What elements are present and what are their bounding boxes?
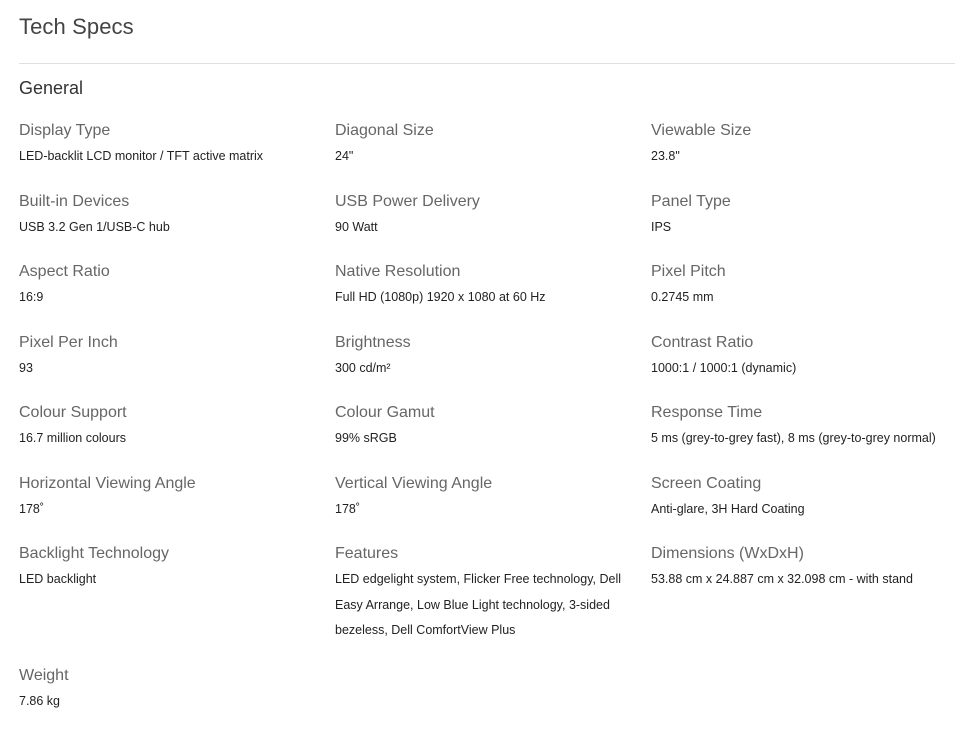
spec-value: 93 — [19, 360, 33, 375]
spec-diagonal-size — [335, 120, 651, 191]
spec-contrast-ratio — [651, 332, 955, 403]
spec-horizontal-viewing-angle — [19, 473, 335, 544]
spec-value: LED backlight — [19, 572, 97, 586]
spec-viewable-size — [651, 120, 955, 191]
spec-panel-type — [651, 191, 955, 262]
spec-value: 178˚ — [335, 501, 361, 516]
spec-label: Colour Support — [19, 404, 127, 421]
spec-label: Contrast Ratio — [651, 333, 754, 351]
spec-value: IPS — [651, 219, 672, 234]
spec-label: Built-in Devices — [19, 192, 130, 210]
spec-colour-gamut — [335, 402, 651, 473]
spec-features — [335, 543, 651, 665]
spec-value: Full HD (1080p) 1920 x 1080 at 60 Hz — [335, 290, 546, 304]
spec-vertical-viewing-angle — [335, 473, 651, 544]
spec-value: 24" — [335, 149, 354, 163]
spec-value: 16:9 — [19, 290, 44, 304]
page-title: Tech Specs — [19, 14, 134, 39]
spec-label: Pixel Per Inch — [19, 333, 118, 351]
spec-response-time — [651, 402, 955, 473]
spec-value: LED edgelight system, Flicker Free technology, Dell Easy Arrange, Low Blue Light technology, 3-sided bezeless, Dell ComfortView Plus — [335, 572, 621, 637]
spec-display-type — [19, 120, 335, 191]
spec-weight — [19, 665, 335, 736]
spec-value: 5 ms (grey-to-grey fast), 8 ms (grey-to-grey normal) — [651, 431, 936, 445]
divider — [19, 63, 955, 64]
spec-label: Brightness — [335, 333, 411, 351]
spec-label: USB Power Delivery — [335, 192, 480, 210]
specs-grid — [19, 120, 955, 736]
spec-value: 16.7 million colours — [19, 431, 126, 445]
spec-label: Panel Type — [651, 192, 731, 210]
spec-label: Native Resolution — [335, 263, 461, 280]
spec-colour-support — [19, 402, 335, 473]
spec-usb-power-delivery — [335, 191, 651, 262]
spec-pixel-per-inch — [19, 332, 335, 403]
spec-brightness — [335, 332, 651, 403]
spec-value: Anti-glare, 3H Hard Coating — [651, 501, 805, 516]
spec-label: Weight — [19, 667, 69, 684]
spec-value: USB 3.2 Gen 1/USB-C hub — [19, 219, 170, 234]
spec-label: Backlight Technology — [19, 545, 170, 562]
spec-label: Vertical Viewing Angle — [335, 474, 493, 492]
spec-value: 23.8" — [651, 149, 680, 163]
spec-pixel-pitch — [651, 261, 955, 332]
spec-aspect-ratio — [19, 261, 335, 332]
spec-label: Display Type — [19, 122, 111, 139]
spec-label: Screen Coating — [651, 474, 762, 492]
spec-value: 1000:1 / 1000:1 (dynamic) — [651, 360, 797, 375]
spec-label: Colour Gamut — [335, 404, 435, 421]
spec-native-resolution — [335, 261, 651, 332]
section-title: General — [19, 78, 84, 98]
spec-value: 300 cd/m² — [335, 360, 391, 375]
spec-label: Diagonal Size — [335, 122, 434, 139]
spec-value: 178˚ — [19, 501, 45, 516]
spec-label: Pixel Pitch — [651, 263, 726, 280]
spec-value: 90 Watt — [335, 219, 378, 234]
spec-label: Features — [335, 545, 399, 562]
spec-value: 53.88 cm x 24.887 cm x 32.098 cm - with stand — [651, 572, 913, 586]
spec-label: Dimensions (WxDxH) — [651, 545, 804, 562]
spec-value: LED-backlit LCD monitor / TFT active matrix — [19, 149, 264, 163]
spec-label: Aspect Ratio — [19, 263, 110, 280]
spec-screen-coating — [651, 473, 955, 544]
spec-dimensions — [651, 543, 955, 665]
spec-value: 7.86 kg — [19, 694, 61, 708]
spec-value: 99% sRGB — [335, 431, 397, 445]
spec-label: Viewable Size — [651, 122, 752, 139]
spec-backlight-technology — [19, 543, 335, 665]
spec-value: 0.2745 mm — [651, 290, 714, 304]
spec-label: Response Time — [651, 404, 763, 421]
spec-label: Horizontal Viewing Angle — [19, 474, 196, 492]
spec-built-in-devices — [19, 191, 335, 262]
